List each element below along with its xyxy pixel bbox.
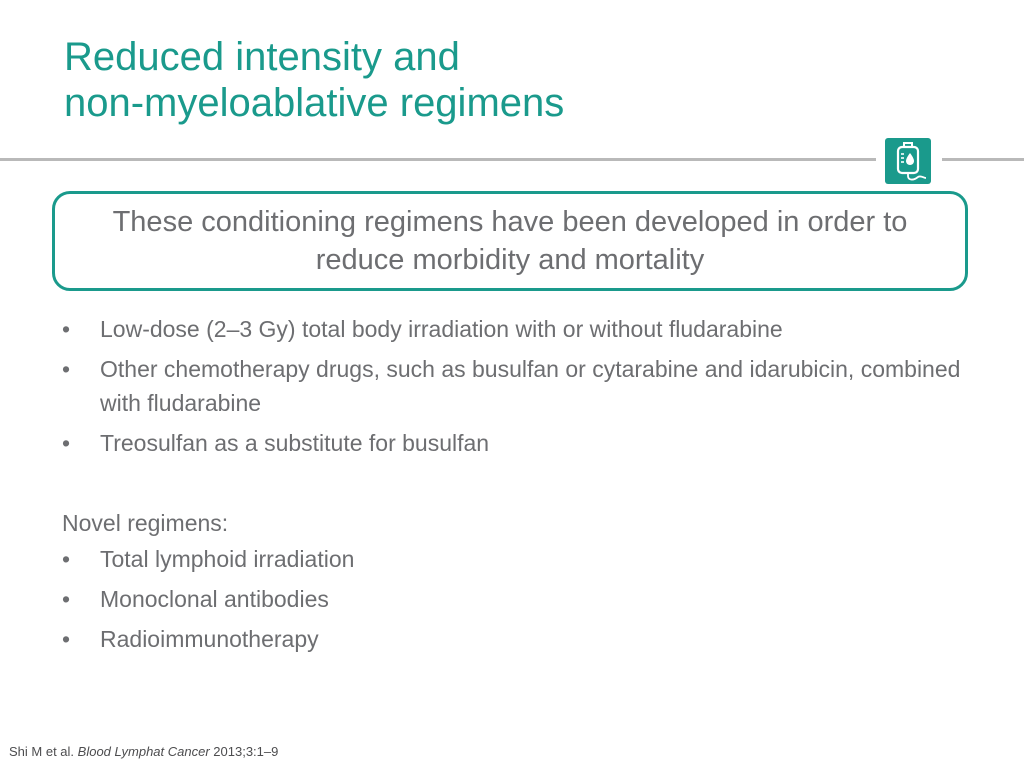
slide-title-line-1: Reduced intensity and: [64, 35, 460, 79]
bullet-text: Radioimmunotherapy: [100, 626, 319, 652]
header-divider-left: [0, 158, 876, 161]
content-body: [62, 312, 962, 662]
citation-details: 2013;3:1–9: [213, 744, 279, 759]
bullet-text: Total lymphoid irradiation: [100, 546, 355, 572]
bullet-item: [62, 426, 962, 460]
bullet-marker: •: [62, 356, 71, 382]
bullet-marker: •: [62, 316, 71, 342]
iv-bag-icon: [885, 138, 931, 184]
novel-regimen-item: [62, 542, 962, 576]
bullet-marker: •: [62, 546, 71, 572]
citation: [9, 744, 278, 759]
bullet-text: Monoclonal antibodies: [100, 586, 329, 612]
novel-regimen-item: [62, 582, 962, 616]
citation-authors: Shi M et al.: [9, 744, 75, 759]
callout-box: [52, 191, 968, 291]
novel-regimen-item: [62, 622, 962, 656]
novel-regimens-list: [62, 542, 962, 656]
bullet-marker: •: [62, 626, 71, 652]
bullet-text: Treosulfan as a substitute for busulfan: [100, 430, 490, 456]
callout-text: These conditioning regimens have been developed in order to reduce morbidity and mortality: [112, 206, 908, 276]
bullet-text: Low-dose (2–3 Gy) total body irradiation with or without fludarabine: [100, 316, 783, 342]
slide-title: [64, 34, 564, 126]
header-divider-right: [942, 158, 1024, 161]
bullet-list: [62, 312, 962, 460]
novel-regimens-heading: Novel regimens:: [62, 510, 229, 536]
bullet-marker: •: [62, 430, 71, 456]
bullet-text: Other chemotherapy drugs, such as busulfan or cytarabine and idarubicin, combined with fludarabine: [100, 356, 961, 416]
bullet-item: [62, 312, 962, 346]
slide-title-line-2: non-myeloablative regimens: [64, 81, 565, 125]
bullet-item: [62, 352, 962, 420]
citation-journal: Blood Lymphat Cancer: [77, 744, 210, 759]
bullet-marker: •: [62, 586, 71, 612]
